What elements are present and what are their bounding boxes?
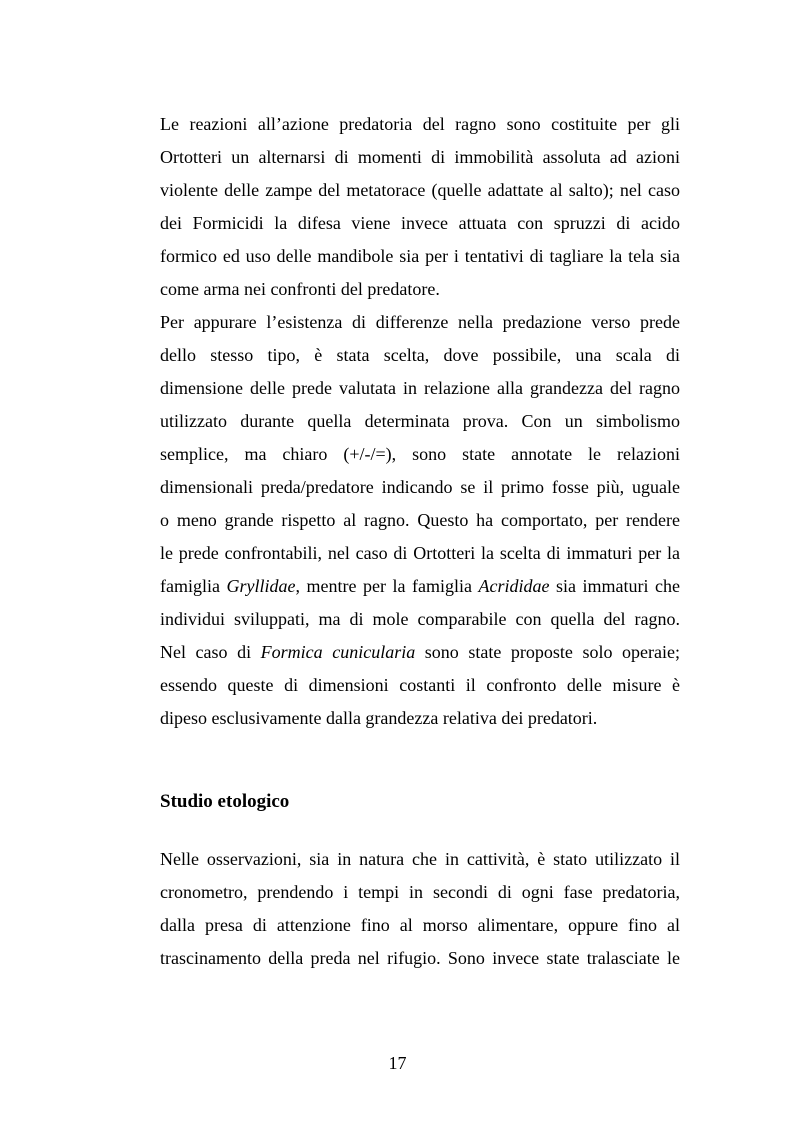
section-heading: Studio etologico [160,791,290,812]
text-line [160,636,680,669]
text-line: essendo queste di dimensioni costanti il confronto delle misure è [160,675,680,695]
text-line: come arma nei confronti del predatore. [160,279,440,299]
text-line: violente delle zampe del metatorace (quelle adattate al salto); nel caso [160,180,680,200]
page-number: 17 [388,1053,407,1073]
text-line: semplice, ma chiaro (+/-/=), sono state annotate le relazioni [160,444,680,464]
text-fragment: , mentre per la famiglia [295,576,479,596]
text-fragment: sono state proposte solo operaie; [415,642,680,662]
text-line: Le reazioni all’azione predatoria del ragno sono costituite per gli [160,114,680,134]
text-line: Per appurare l’esistenza di differenze nella predazione verso prede [160,312,680,332]
text-line: dimensionali preda/predatore indicando se il primo fosse più, uguale [160,477,680,497]
text-line: trascinamento della preda nel rifugio. Sono invece state tralasciate le [160,948,680,968]
text-fragment: sia immaturi che [549,576,680,596]
text-line: formico ed uso delle mandibole sia per i tentativi di tagliare la tela sia [160,246,680,266]
text-line: le prede confrontabili, nel caso di Ortotteri la scelta di immaturi per la [160,543,680,563]
taxon-acrididae: Acrididae [478,576,550,596]
text-line: cronometro, prendendo i tempi in secondi di ogni fase predatoria, [160,882,680,902]
text-line: dello stesso tipo, è stata scelta, dove possibile, una scala di [160,345,680,365]
paragraph-prey-size-scale [160,306,680,735]
text-fragment: Nel caso di [160,642,261,662]
text-line: dimensione delle prede valutata in relazione alla grandezza del ragno [160,378,680,398]
text-line: dei Formicidi la difesa viene invece attuata con spruzzi di acido [160,213,680,233]
text-line: Ortotteri un alternarsi di momenti di immobilità assoluta ad azioni [160,147,680,167]
taxon-formica-cunicularia: Formica cunicularia [260,642,416,662]
paragraph-predator-reactions [160,108,680,306]
text-line: dipeso esclusivamente dalla grandezza relativa dei predatori. [160,708,598,728]
taxon-gryllidae: Gryllidae [226,576,296,596]
paragraph-observation-method [160,843,680,975]
text-line: o meno grande rispetto al ragno. Questo ha comportato, per rendere [160,510,680,530]
text-line: Nelle osservazioni, sia in natura che in cattività, è stato utilizzato il [160,849,680,869]
text-line: individui sviluppati, ma di mole comparabile con quella del ragno. [160,609,680,629]
text-fragment: famiglia [160,576,227,596]
text-line [160,570,680,603]
text-line: utilizzato durante quella determinata prova. Con un simbolismo [160,411,680,431]
text-line: dalla presa di attenzione fino al morso alimentare, oppure fino al [160,915,680,935]
